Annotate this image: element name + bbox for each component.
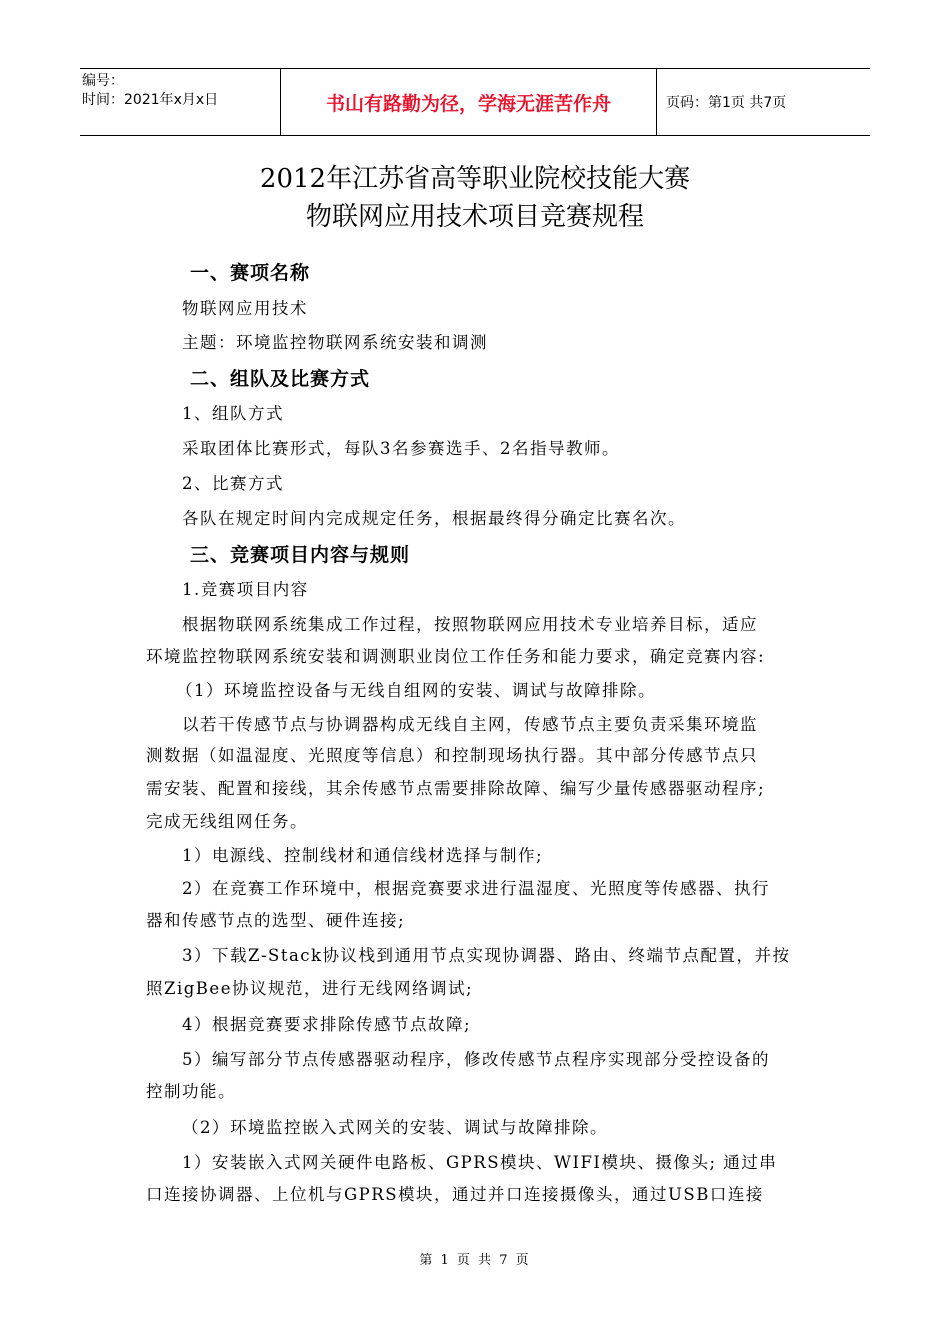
paragraph-line: 物联网应用技术	[182, 299, 308, 318]
paragraph-line: 完成无线组网任务。	[146, 812, 308, 831]
paragraph-line: 1、组队方式	[182, 404, 284, 423]
paragraph-line: 口连接协调器、上位机与GPRS模块，通过并口连接摄像头，通过USB口连接	[146, 1185, 764, 1204]
paragraph-line: 2）在竞赛工作环境中，根据竞赛要求进行温湿度、光照度等传感器、执行	[182, 879, 770, 898]
paragraph-line: 1）安装嵌入式网关硬件电路板、GPRS模块、WIFI模块、摄像头; 通过串	[182, 1153, 778, 1172]
paragraph-line: 控制功能。	[146, 1082, 236, 1101]
code-label: 编号：	[82, 73, 124, 89]
paragraph-line: 根据物联网系统集成工作过程，按照物联网应用技术专业培养目标，适应	[182, 615, 758, 634]
paragraph-line: 器和传感节点的选型、硬件连接;	[146, 911, 406, 930]
paragraph-line: 5）编写部分节点传感器驱动程序，修改传感节点程序实现部分受控设备的	[182, 1050, 770, 1069]
paragraph-line: 照ZigBee协议规范，进行无线网络调试;	[146, 979, 474, 998]
paragraph-line: 环境监控物联网系统安装和调测职业岗位工作任务和能力要求，确定竞赛内容:	[146, 647, 766, 666]
paragraph-line: 主题：环境监控物联网系统安装和调测	[182, 333, 488, 352]
paragraph-line: （2）环境监控嵌入式网关的安装、调试与故障排除。	[182, 1118, 608, 1137]
paragraph-line: 1）电源线、控制线材和通信线材选择与制作;	[182, 846, 544, 865]
page-footer: 第 1 页 共 7 页	[419, 1253, 531, 1268]
paragraph-line: 测数据（如温湿度、光照度等信息）和控制现场执行器。其中部分传感节点只	[146, 746, 758, 765]
paragraph-line: 1.竞赛项目内容	[182, 580, 309, 599]
paragraph-line: 需安装、配置和接线，其余传感节点需要排除故障、编写少量传感器驱动程序;	[146, 779, 766, 798]
paragraph-line: 2、比赛方式	[182, 474, 284, 493]
time-label: 时间：2021年x月x日	[82, 92, 219, 108]
paragraph-line: 4）根据竞赛要求排除传感节点故障;	[182, 1015, 472, 1034]
section-heading-1: 一、赛项名称	[190, 262, 311, 284]
paragraph-line: 3）下载Z-Stack协议栈到通用节点实现协调器、路由、终端节点配置，并按	[182, 946, 791, 965]
header-motto: 书山有路勤为径，学海无涯苦作舟	[280, 69, 657, 135]
paragraph-line: 以若干传感节点与协调器构成无线自主网，传感节点主要负责采集环境监	[182, 715, 758, 734]
paragraph-line: 各队在规定时间内完成规定任务，根据最终得分确定比赛名次。	[182, 509, 686, 528]
doc-title-line1: 2012年江苏省高等职业院校技能大赛	[259, 164, 691, 194]
page-header	[80, 68, 870, 136]
section-heading-2: 二、组队及比赛方式	[190, 368, 371, 390]
section-heading-3: 三、竞赛项目内容与规则	[190, 544, 411, 566]
header-page-info: 页码：第1页 共7页	[666, 95, 787, 111]
doc-title-line2: 物联网应用技术项目竞赛规程	[305, 202, 644, 232]
paragraph-line: （1）环境监控设备与无线自组网的安装、调试与故障排除。	[176, 681, 656, 700]
paragraph-line: 采取团体比赛形式，每队3名参赛选手、2名指导教师。	[182, 439, 620, 458]
header-meta	[80, 69, 280, 135]
